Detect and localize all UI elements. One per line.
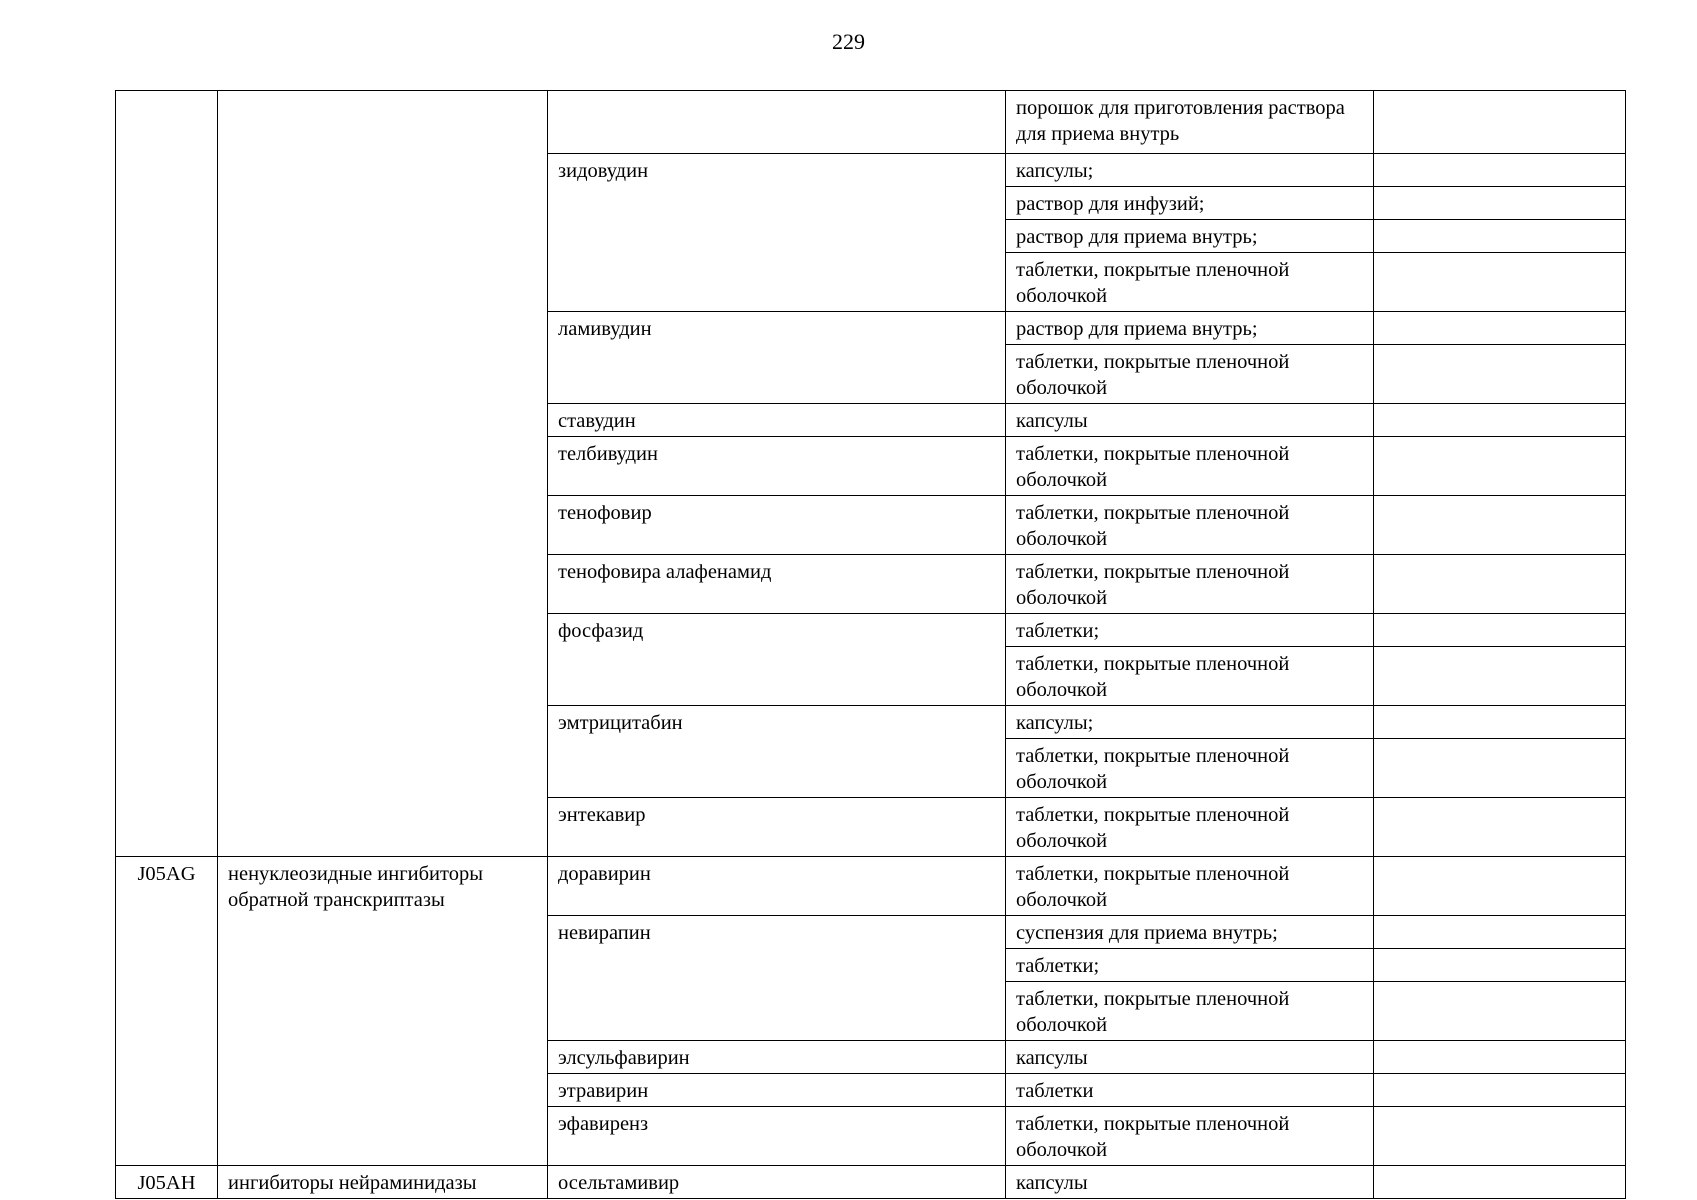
dosage-form-cell: капсулы; — [1006, 706, 1374, 739]
notes-cell — [1374, 916, 1626, 949]
notes-cell — [1374, 857, 1626, 916]
drug-name-cell: зидовудин — [548, 154, 1006, 312]
notes-cell — [1374, 614, 1626, 647]
dosage-form-cell: таблетки, покрытые пленочной оболочкой — [1006, 857, 1374, 916]
drug-name-cell: энтекавир — [548, 798, 1006, 857]
dosage-form-cell: порошок для приготовления раствора для приема внутрь — [1006, 91, 1374, 154]
drug-name-cell: фосфазид — [548, 614, 1006, 706]
dosage-form-cell: таблетки, покрытые пленочной оболочкой — [1006, 982, 1374, 1041]
notes-cell — [1374, 982, 1626, 1041]
atc-code-cell: J05AG — [116, 857, 218, 1166]
drug-name-cell: ставудин — [548, 404, 1006, 437]
table-row — [116, 857, 1626, 916]
drug-name-cell: этравирин — [548, 1074, 1006, 1107]
notes-cell — [1374, 1041, 1626, 1074]
notes-cell — [1374, 312, 1626, 345]
dosage-form-cell: таблетки, покрытые пленочной оболочкой — [1006, 437, 1374, 496]
drug-name-cell: доравирин — [548, 857, 1006, 916]
table-row — [116, 1166, 1626, 1199]
dosage-form-cell: капсулы — [1006, 1041, 1374, 1074]
dosage-form-cell: таблетки, покрытые пленочной оболочкой — [1006, 798, 1374, 857]
dosage-form-cell: таблетки, покрытые пленочной оболочкой — [1006, 496, 1374, 555]
dosage-form-cell: капсулы; — [1006, 154, 1374, 187]
dosage-form-cell: раствор для инфузий; — [1006, 187, 1374, 220]
dosage-form-cell: таблетки, покрытые пленочной оболочкой — [1006, 253, 1374, 312]
notes-cell — [1374, 1107, 1626, 1166]
notes-cell — [1374, 1074, 1626, 1107]
drug-name-cell: ламивудин — [548, 312, 1006, 404]
page-number: 229 — [832, 29, 865, 54]
drug-name-cell: осельтамивир — [548, 1166, 1006, 1199]
table-body — [116, 91, 1626, 1199]
notes-cell — [1374, 647, 1626, 706]
atc-code-cell — [116, 91, 218, 857]
notes-cell — [1374, 1166, 1626, 1199]
notes-cell — [1374, 437, 1626, 496]
dosage-form-cell: раствор для приема внутрь; — [1006, 220, 1374, 253]
dosage-form-cell: таблетки — [1006, 1074, 1374, 1107]
dosage-form-cell: капсулы — [1006, 1166, 1374, 1199]
drug-name-cell: элсульфавирин — [548, 1041, 1006, 1074]
drug-name-cell: эфавиренз — [548, 1107, 1006, 1166]
dosage-form-cell: раствор для приема внутрь; — [1006, 312, 1374, 345]
dosage-form-cell: капсулы — [1006, 404, 1374, 437]
group-name-cell: ненуклеозидные ингибиторы обратной транскриптазы — [218, 857, 548, 1166]
dosage-form-cell: таблетки, покрытые пленочной оболочкой — [1006, 647, 1374, 706]
notes-cell — [1374, 91, 1626, 154]
dosage-form-cell: таблетки, покрытые пленочной оболочкой — [1006, 345, 1374, 404]
notes-cell — [1374, 345, 1626, 404]
notes-cell — [1374, 798, 1626, 857]
notes-cell — [1374, 496, 1626, 555]
notes-cell — [1374, 404, 1626, 437]
notes-cell — [1374, 706, 1626, 739]
drug-name-cell: эмтрицитабин — [548, 706, 1006, 798]
dosage-form-cell: таблетки; — [1006, 614, 1374, 647]
drug-table — [115, 90, 1626, 1199]
notes-cell — [1374, 739, 1626, 798]
group-name-cell — [218, 91, 548, 857]
notes-cell — [1374, 253, 1626, 312]
dosage-form-cell: таблетки; — [1006, 949, 1374, 982]
group-name-cell: ингибиторы нейраминидазы — [218, 1166, 548, 1199]
drug-name-cell — [548, 91, 1006, 154]
dosage-form-cell: таблетки, покрытые пленочной оболочкой — [1006, 555, 1374, 614]
table-row — [116, 91, 1626, 154]
notes-cell — [1374, 187, 1626, 220]
dosage-form-cell: суспензия для приема внутрь; — [1006, 916, 1374, 949]
dosage-form-cell: таблетки, покрытые пленочной оболочкой — [1006, 1107, 1374, 1166]
notes-cell — [1374, 154, 1626, 187]
notes-cell — [1374, 949, 1626, 982]
drug-name-cell: невирапин — [548, 916, 1006, 1041]
atc-code-cell: J05AH — [116, 1166, 218, 1199]
drug-name-cell: тенофовир — [548, 496, 1006, 555]
notes-cell — [1374, 555, 1626, 614]
dosage-form-cell: таблетки, покрытые пленочной оболочкой — [1006, 739, 1374, 798]
drug-name-cell: телбивудин — [548, 437, 1006, 496]
drug-name-cell: тенофовира алафенамид — [548, 555, 1006, 614]
notes-cell — [1374, 220, 1626, 253]
